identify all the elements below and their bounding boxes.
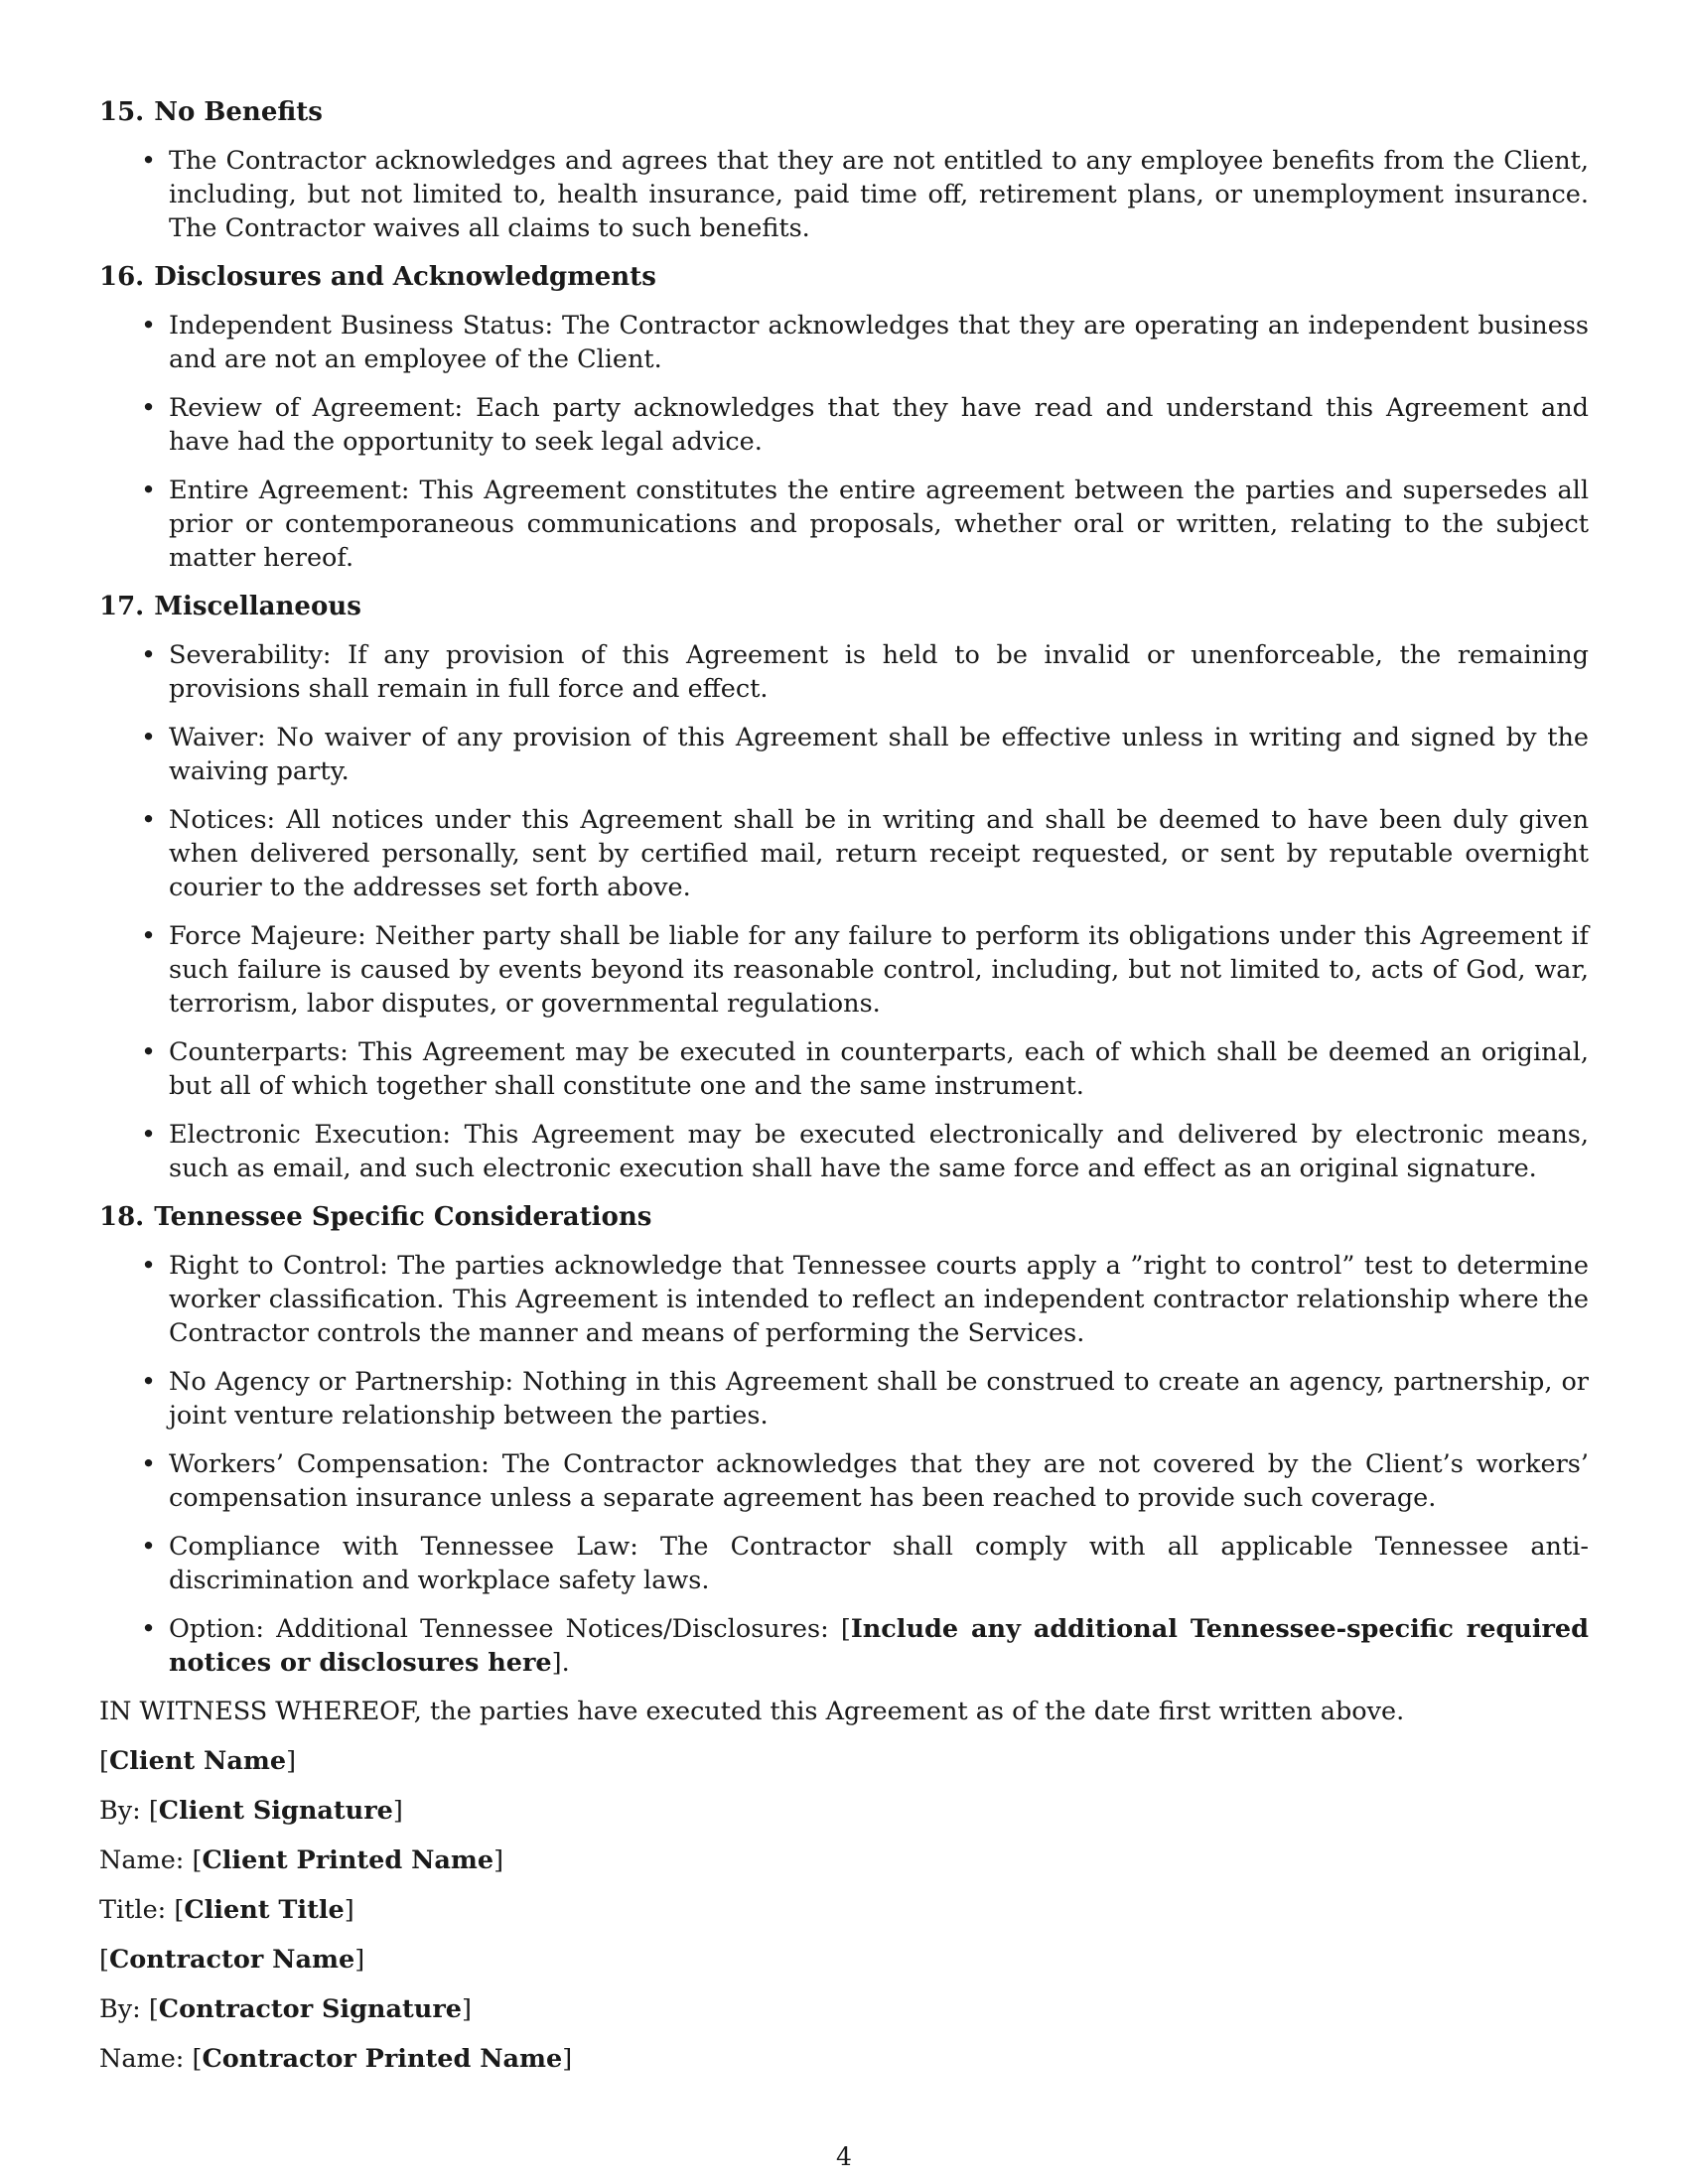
section-18-list — [99, 1249, 1589, 1680]
option-list-item — [99, 1612, 1589, 1680]
list-item: • Review of Agreement: Each party acknowledges that they have read and understand this Agreement and have had the opportunity to seek legal advice. — [99, 391, 1589, 459]
by-label: By: — [99, 1796, 149, 1826]
contractor-printed-name-placeholder: Contractor Printed Name — [202, 2044, 563, 2074]
section-17-list — [99, 638, 1589, 1185]
contractor-by-line: By: [Contractor Signature] — [99, 1994, 472, 2024]
client-title-placeholder: Client Title — [184, 1895, 345, 1925]
document-page — [99, 95, 1589, 2092]
section-15-list — [99, 144, 1589, 245]
client-printed-name-line: Name: [Client Printed Name] — [99, 1845, 504, 1875]
list-item: • Waiver: No waiver of any provision of this Agreement shall be effective unless in writing and signed by the waiving party. — [99, 721, 1589, 788]
client-title-line: Title: [Client Title] — [99, 1895, 354, 1925]
list-item: • The Contractor acknowledges and agrees that they are not entitled to any employee benefits from the Client, including, but not limited to, health insurance, paid time off, retirement plans, or unemployment insurance. The Contractor waives all claims to such benefits. — [99, 144, 1589, 245]
client-name-placeholder: Client Name — [108, 1746, 287, 1776]
client-signature-placeholder: Client Signature — [158, 1796, 393, 1826]
option-suffix: ]. — [551, 1648, 570, 1678]
contractor-name-placeholder: Contractor Name — [108, 1945, 355, 1975]
witness-statement: IN WITNESS WHEREOF, the parties have executed this Agreement as of the date first written above. — [99, 1697, 1405, 1726]
section-18-heading — [99, 1200, 1589, 1234]
contractor-signature-placeholder: Contractor Signature — [158, 1994, 462, 2024]
page-number: 4 — [836, 2142, 852, 2171]
section-title: Tennessee Specific Considerations — [154, 1202, 652, 1232]
name-label: Name: — [99, 2044, 193, 2074]
list-item: • Notices: All notices under this Agreement shall be in writing and shall be deemed to have been duly given when delivered personally, sent by certified mail, return receipt requested, or sent by reputable overnight courier to the addresses set forth above. — [99, 803, 1589, 904]
name-label: Name: — [99, 1845, 193, 1875]
list-item: • Compliance with Tennessee Law: The Contractor shall comply with all applicable Tennessee anti-discrimination and workplace safety laws. — [99, 1530, 1589, 1597]
list-item: • No Agency or Partnership: Nothing in this Agreement shall be construed to create an agency, partnership, or joint venture relationship between the parties. — [99, 1365, 1589, 1433]
option-prefix: Option: Additional Tennessee Notices/Disclosures: [ — [169, 1614, 851, 1644]
section-number: 15. — [99, 97, 145, 127]
section-15-heading — [99, 95, 1589, 129]
option-placeholder: Include any additional Tennessee-specific required notices or disclosures here — [169, 1614, 1589, 1678]
section-number: 17. — [99, 592, 145, 621]
section-16-heading — [99, 260, 1589, 294]
list-item: • Severability: If any provision of this Agreement is held to be invalid or unenforceable, the remaining provisions shall remain in full force and effect. — [99, 638, 1589, 706]
contractor-printed-name-line: Name: [Contractor Printed Name] — [99, 2044, 573, 2074]
by-label: By: — [99, 1994, 149, 2024]
list-item: • Workers’ Compensation: The Contractor acknowledges that they are not covered by the Client’s workers’ compensation insurance unless a separate agreement has been reached to provide such coverage. — [99, 1447, 1589, 1515]
section-title: No Benefits — [154, 97, 323, 127]
contractor-name-line: [Contractor Name] — [99, 1945, 365, 1975]
list-item: • Independent Business Status: The Contractor acknowledges that they are operating an independent business and are not an employee of the Client. — [99, 309, 1589, 376]
section-16-list — [99, 309, 1589, 575]
list-item: • Entire Agreement: This Agreement constitutes the entire agreement between the parties and supersedes all prior or contemporaneous communications and proposals, whether oral or written, relating to the subject matter hereof. — [99, 474, 1589, 575]
section-title: Disclosures and Acknowledgments — [154, 262, 656, 292]
section-title: Miscellaneous — [154, 592, 361, 621]
list-item: • Right to Control: The parties acknowledge that Tennessee courts apply a ”right to control” test to determine worker classification. This Agreement is intended to reflect an independent contractor relationship where the Contractor controls the manner and means of performing the Services. — [99, 1249, 1589, 1350]
client-name-line: [Client Name] — [99, 1746, 297, 1776]
section-number: 16. — [99, 262, 145, 292]
client-printed-name-placeholder: Client Printed Name — [202, 1845, 494, 1875]
list-item: • Force Majeure: Neither party shall be liable for any failure to perform its obligations under this Agreement if such failure is caused by events beyond its reasonable control, including, but not limited to, acts of God, war, terrorism, labor disputes, or governmental regulations. — [99, 919, 1589, 1021]
title-label: Title: — [99, 1895, 175, 1925]
list-item: • Counterparts: This Agreement may be executed in counterparts, each of which shall be deemed an original, but all of which together shall constitute one and the same instrument. — [99, 1035, 1589, 1103]
section-number: 18. — [99, 1202, 145, 1232]
list-item: • Electronic Execution: This Agreement may be executed electronically and delivered by electronic means, such as email, and such electronic execution shall have the same force and effect as an original signature. — [99, 1118, 1589, 1185]
section-17-heading — [99, 590, 1589, 623]
client-by-line: By: [Client Signature] — [99, 1796, 403, 1826]
